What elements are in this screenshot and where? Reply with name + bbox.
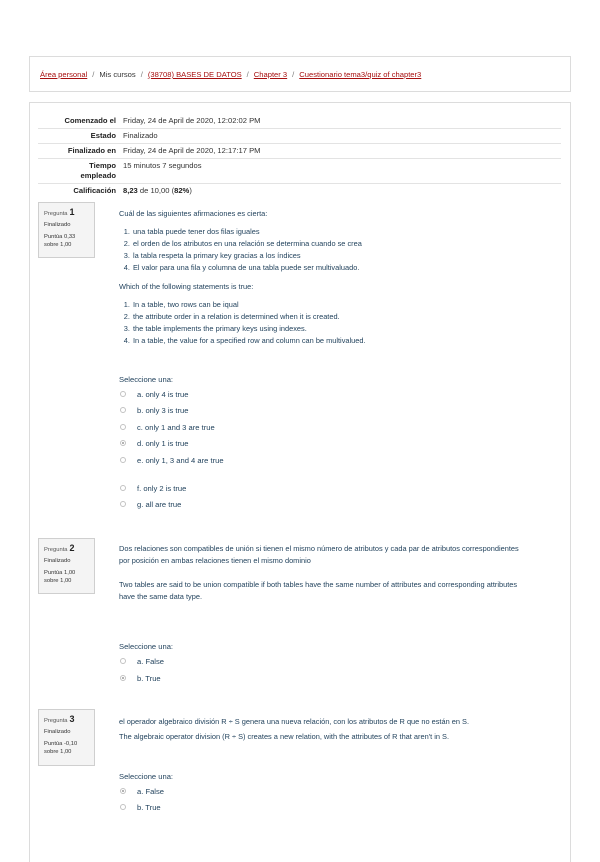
radio-button[interactable] — [120, 407, 126, 413]
answer-option[interactable] — [120, 500, 181, 509]
list-item: 1. una tabla puede tener dos filas iguales — [132, 226, 519, 238]
list-item: 4. El valor para una fila y columna de una tabla puede ser multivaluado. — [132, 262, 519, 274]
answer-option[interactable] — [120, 803, 161, 812]
question-grade — [44, 569, 89, 585]
answer-option[interactable] — [120, 456, 224, 465]
summary-value: Friday, 24 de April de 2020, 12:17:17 PM — [122, 144, 561, 159]
option-label: b. True — [137, 803, 161, 812]
question-text-es: el operador algebraico división R ÷ S genera una nueva relación, con los atributos de R que no están en S. — [119, 717, 469, 726]
option-label: e. only 1, 3 and 4 are true — [137, 456, 224, 465]
attempt-summary-table — [38, 114, 561, 198]
summary-row-state — [38, 129, 561, 144]
question-state: Finalizado — [44, 729, 71, 735]
question-text-3 — [119, 716, 539, 749]
question-num: 2 — [69, 543, 75, 553]
question-label: Pregunta — [44, 211, 68, 217]
summary-label: Comenzado el — [64, 116, 116, 125]
question-text-es: Dos relaciones son compatibles de unión si tienen el mismo número de atributos y cada par de atributos correspondientes por posición en ambas relaciones tienen el mismo dominio — [119, 544, 519, 565]
breadcrumb-link-chapter[interactable]: Chapter 3 — [253, 70, 288, 79]
list-item: 2. el orden de los atributos en una relación se determina cuando se crea — [132, 238, 519, 250]
answer-option-selected[interactable] — [120, 439, 189, 448]
summary-row-time — [38, 159, 561, 184]
breadcrumb-separator: / — [292, 70, 295, 79]
summary-row-grade — [38, 184, 561, 199]
list-item: 3. the table implements the primary keys using indexes. — [132, 323, 519, 335]
question-number — [44, 543, 89, 553]
list-item: 2. the attribute order in a relation is determined when it is created. — [132, 311, 519, 323]
radio-button-checked[interactable] — [120, 440, 126, 446]
radio-button[interactable] — [120, 457, 126, 463]
radio-button-checked[interactable] — [120, 675, 126, 681]
breadcrumb-panel — [29, 56, 571, 92]
breadcrumb — [40, 70, 421, 79]
breadcrumb-separator: / — [92, 70, 95, 79]
option-label: b. only 3 is true — [137, 406, 189, 415]
summary-value: Friday, 24 de April de 2020, 12:02:02 PM — [123, 116, 261, 125]
summary-value: 15 minutos 7 segundos — [122, 159, 561, 184]
question-info-3 — [38, 709, 95, 766]
grade-line: Puntúa 0,33 — [44, 234, 76, 240]
radio-button[interactable] — [120, 501, 126, 507]
select-one-prompt: Seleccione una: — [119, 642, 174, 651]
option-label: f. only 2 is true — [137, 484, 187, 493]
radio-button[interactable] — [120, 391, 126, 397]
breadcrumb-separator: / — [140, 70, 143, 79]
grade-percent: 82% — [174, 186, 190, 195]
grade-line: sobre 1,00 — [44, 578, 72, 584]
grade-line: sobre 1,00 — [44, 242, 72, 248]
answer-option-selected[interactable] — [120, 674, 161, 683]
summary-label: Calificación — [38, 184, 122, 199]
grade-total: de 10,00 ( — [139, 186, 175, 195]
question-num: 3 — [69, 714, 75, 724]
grade-close: ) — [189, 186, 192, 195]
select-one-prompt: Seleccione una: — [119, 375, 174, 384]
question-grade — [44, 233, 89, 249]
answer-option[interactable] — [120, 484, 186, 493]
question-text-en: The algebraic operator division (R ÷ S) creates a new relation, with the attributes of R that aren't in S. — [119, 732, 449, 741]
question-number — [44, 207, 89, 217]
radio-button[interactable] — [120, 485, 126, 491]
question-text-1 — [119, 208, 519, 347]
option-label: c. only 1 and 3 are true — [137, 423, 215, 432]
option-label: a. only 4 is true — [137, 390, 189, 399]
question-list-en — [119, 299, 519, 347]
question-number — [44, 714, 89, 724]
radio-button[interactable] — [120, 804, 126, 810]
summary-row-started — [38, 114, 561, 129]
summary-row-finished — [38, 144, 561, 159]
answer-option[interactable] — [120, 657, 164, 666]
summary-label-line: empleado — [80, 171, 116, 180]
question-text-en: Which of the following statements is true: — [119, 282, 254, 291]
list-item: 1. In a table, two rows can be iqual — [132, 299, 519, 311]
option-label: d. only 1 is true — [137, 439, 189, 448]
question-label: Pregunta — [44, 718, 68, 724]
breadcrumb-item-mis-cursos: Mis cursos — [99, 70, 136, 79]
answer-option[interactable] — [120, 390, 189, 399]
breadcrumb-separator: / — [246, 70, 249, 79]
question-text-en: Two tables are said to be union compatible if both tables have the same number of attributes and corresponding attributes have the same data type. — [119, 580, 518, 601]
breadcrumb-link-quiz[interactable]: Cuestionario tema3/quiz of chapter3 — [299, 70, 422, 79]
breadcrumb-link-area-personal[interactable]: Área personal — [40, 70, 88, 79]
list-item: 4. In a table, the value for a specified row and column can be multivalued. — [132, 335, 519, 347]
summary-value — [122, 184, 561, 199]
option-label: a. False — [137, 657, 165, 666]
grade-line: sobre 1,00 — [44, 749, 72, 755]
option-label: a. False — [137, 787, 165, 796]
question-text-es: Cuál de las siguientes afirmaciones es cierta: — [119, 209, 268, 218]
question-label: Pregunta — [44, 547, 68, 553]
question-state: Finalizado — [44, 222, 71, 228]
grade-value: 8,23 — [123, 186, 138, 195]
option-label: b. True — [137, 674, 161, 683]
question-num: 1 — [69, 207, 75, 217]
summary-label-line: Tiempo — [89, 161, 116, 170]
answer-option[interactable] — [120, 423, 215, 432]
summary-label — [38, 159, 122, 184]
summary-label: Estado — [38, 129, 122, 144]
list-item: 3. la tabla respeta la primary key gracias a los índices — [132, 250, 519, 262]
radio-button-checked[interactable] — [120, 788, 126, 794]
question-list-es — [119, 226, 519, 274]
summary-value: Finalizado — [122, 129, 561, 144]
radio-button[interactable] — [120, 424, 126, 430]
grade-line: Puntúa -0,10 — [44, 741, 78, 747]
question-text-2 — [119, 543, 529, 609]
question-info-2 — [38, 538, 95, 594]
radio-button[interactable] — [120, 658, 126, 664]
breadcrumb-link-course[interactable]: (38708) BASES DE DATOS — [147, 70, 242, 79]
grade-line: Puntúa 1,00 — [44, 570, 76, 576]
answer-option[interactable] — [120, 406, 189, 415]
answer-option-selected[interactable] — [120, 787, 164, 796]
summary-label: Finalizado en — [38, 144, 122, 159]
question-grade — [44, 740, 89, 756]
select-one-prompt: Seleccione una: — [119, 772, 174, 781]
option-label: g. all are true — [137, 500, 182, 509]
question-state: Finalizado — [44, 558, 71, 564]
question-info-1 — [38, 202, 95, 258]
